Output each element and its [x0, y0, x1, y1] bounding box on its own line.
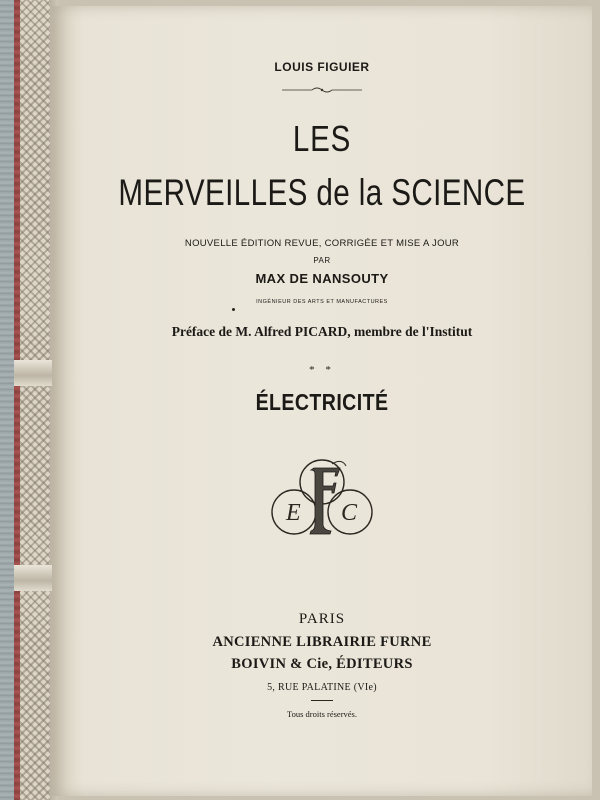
publisher-line-1: ANCIENNE LIBRAIRIE FURNE [212, 634, 432, 650]
binding-tape [14, 565, 52, 591]
author-name: LOUIS FIGUIER [274, 60, 370, 74]
publisher-line-2: BOIVIN & Cie, ÉDITEURS [231, 656, 413, 672]
svg-text:E: E [286, 500, 301, 526]
editor-name: MAX DE NANSOUTY [255, 271, 389, 286]
svg-text:C: C [341, 500, 358, 526]
publisher-monogram-icon [262, 454, 382, 564]
title-page [52, 6, 592, 796]
preface-line: Préface de M. Alfred PICARD, membre de l'Institut [171, 324, 473, 339]
ornament-icon [282, 86, 362, 94]
by-label: PAR [313, 256, 331, 265]
binding-tape [14, 360, 52, 386]
book-title: MERVEILLES de la SCIENCE [118, 172, 526, 213]
publisher-address: 5, RUE PALATINE (VIe) [267, 682, 377, 693]
editor-role: INGÉNIEUR DES ARTS ET MANUFACTURES [256, 299, 388, 305]
divider-rule [311, 700, 333, 701]
rights-notice: Tous droits réservés. [287, 709, 357, 719]
volume-mark: * * [309, 364, 335, 376]
book-binding [0, 0, 58, 800]
publication-city: PARIS [298, 611, 346, 627]
cover-edge [0, 0, 14, 800]
binding-mesh [20, 0, 50, 800]
volume-title: ÉLECTRICITÉ [255, 389, 389, 415]
edition-note: NOUVELLE ÉDITION REVUE, CORRIGÉE ET MISE A JOUR [184, 238, 460, 249]
title-line-1: LES [292, 118, 352, 159]
ink-dot [232, 308, 235, 311]
